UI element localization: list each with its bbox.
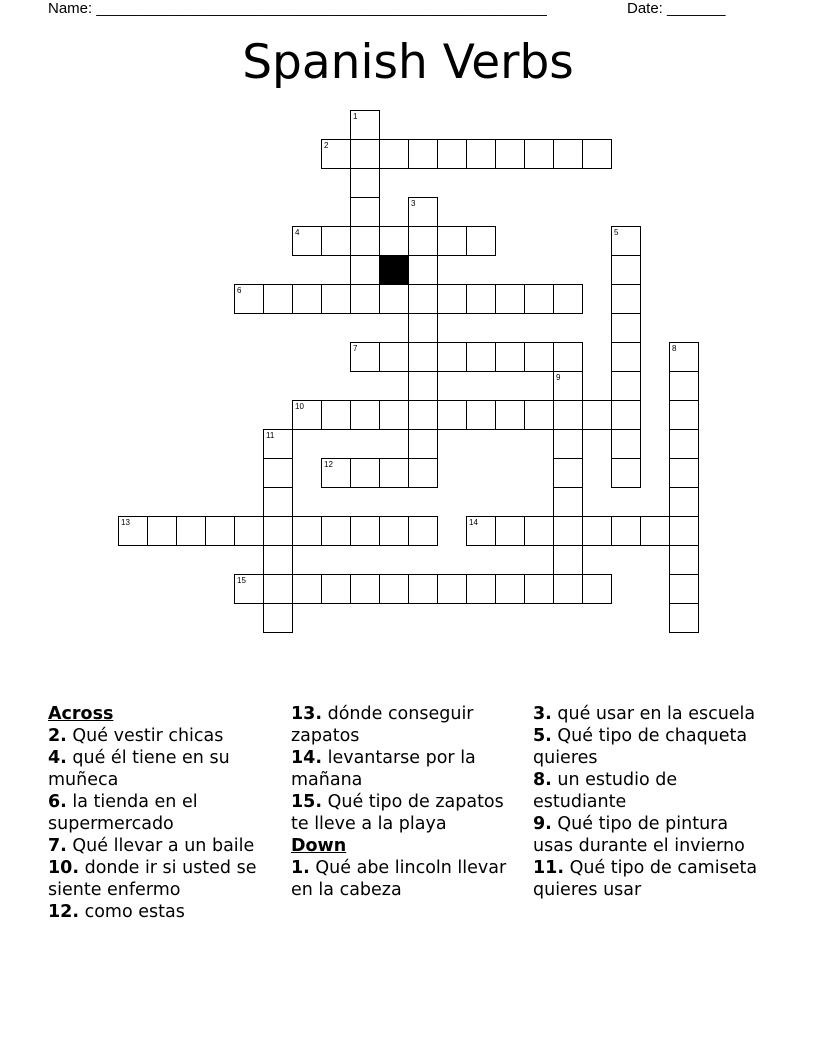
clue-number: 15. xyxy=(291,792,323,812)
answer-cell[interactable] xyxy=(524,516,554,546)
clue-text: Qué tipo de pintura usas durante el invierno xyxy=(533,814,745,856)
clues-column-1 xyxy=(48,703,283,923)
puzzle-title: Spanish Verbs xyxy=(242,35,574,90)
clue-text: un estudio de estudiante xyxy=(533,770,678,812)
clue-number: 6. xyxy=(48,792,67,812)
clue-number: 12. xyxy=(48,902,80,922)
clue-text: Qué abe lincoln llevar en la cabeza xyxy=(291,858,507,900)
answer-cell[interactable] xyxy=(495,400,525,430)
clue-down-11 xyxy=(533,857,773,901)
answer-cell[interactable] xyxy=(379,226,409,256)
answer-cell[interactable] xyxy=(408,284,438,314)
answer-cell[interactable] xyxy=(669,429,699,459)
answer-cell[interactable] xyxy=(466,226,496,256)
answer-cell[interactable] xyxy=(611,429,641,459)
answer-cell[interactable] xyxy=(321,400,351,430)
answer-cell[interactable] xyxy=(350,516,380,546)
answer-cell[interactable] xyxy=(553,342,583,372)
cell-number-5: 5 xyxy=(614,228,619,237)
answer-cell[interactable] xyxy=(611,516,641,546)
answer-cell[interactable] xyxy=(524,284,554,314)
answer-cell[interactable] xyxy=(350,226,380,256)
clue-text: Qué vestir chicas xyxy=(72,726,224,746)
name-field-label: Name: ______________________________________________________ xyxy=(48,0,547,17)
clue-across-4 xyxy=(48,747,283,791)
answer-cell[interactable] xyxy=(437,400,467,430)
clue-number: 11. xyxy=(533,858,565,878)
answer-cell[interactable] xyxy=(379,574,409,604)
cell-number-4: 4 xyxy=(295,228,300,237)
answer-cell[interactable] xyxy=(379,284,409,314)
clue-number: 2. xyxy=(48,726,67,746)
clue-text: Qué tipo de chaqueta quieres xyxy=(533,726,748,768)
clue-text: la tienda en el supermercado xyxy=(48,792,198,834)
answer-cell[interactable] xyxy=(495,342,525,372)
answer-cell[interactable] xyxy=(350,284,380,314)
answer-cell[interactable] xyxy=(524,342,554,372)
answer-cell[interactable] xyxy=(611,284,641,314)
answer-cell[interactable] xyxy=(263,284,293,314)
answer-cell[interactable] xyxy=(524,574,554,604)
clue-across-12 xyxy=(48,901,283,923)
cell-number-2: 2 xyxy=(324,141,329,150)
cell-number-9: 9 xyxy=(556,373,561,382)
across-heading: Across xyxy=(48,704,114,724)
answer-cell[interactable] xyxy=(553,284,583,314)
answer-cell[interactable] xyxy=(495,516,525,546)
answer-cell[interactable] xyxy=(466,284,496,314)
answer-cell[interactable] xyxy=(379,458,409,488)
answer-cell[interactable] xyxy=(611,400,641,430)
cell-number-8: 8 xyxy=(672,344,677,353)
answer-cell[interactable] xyxy=(437,342,467,372)
answer-cell[interactable] xyxy=(408,371,438,401)
clue-number: 8. xyxy=(533,770,552,790)
answer-cell[interactable] xyxy=(466,574,496,604)
answer-cell[interactable] xyxy=(321,226,351,256)
clue-number: 4. xyxy=(48,748,67,768)
answer-cell[interactable] xyxy=(408,313,438,343)
cell-number-1: 1 xyxy=(353,112,358,121)
clue-text: Qué tipo de zapatos te lleve a la playa xyxy=(291,792,504,834)
answer-cell[interactable] xyxy=(582,574,612,604)
answer-cell[interactable] xyxy=(611,313,641,343)
answer-cell[interactable] xyxy=(553,574,583,604)
answer-cell[interactable] xyxy=(350,197,380,227)
clue-text: donde ir si usted se siente enfermo xyxy=(48,858,257,900)
answer-cell[interactable] xyxy=(466,139,496,169)
clue-number: 1. xyxy=(291,858,310,878)
answer-cell[interactable] xyxy=(611,342,641,372)
clue-number: 13. xyxy=(291,704,323,724)
clue-down-9 xyxy=(533,813,773,857)
clue-text: dónde conseguir zapatos xyxy=(291,704,474,746)
cell-number-14: 14 xyxy=(469,518,478,527)
answer-cell[interactable] xyxy=(437,139,467,169)
black-square xyxy=(379,255,409,285)
answer-cell[interactable] xyxy=(437,226,467,256)
answer-cell[interactable] xyxy=(582,139,612,169)
cell-number-6: 6 xyxy=(237,286,242,295)
answer-cell[interactable] xyxy=(379,342,409,372)
clue-text: qué usar en la escuela xyxy=(557,704,756,724)
answer-cell[interactable] xyxy=(350,574,380,604)
answer-cell[interactable] xyxy=(321,284,351,314)
clue-text: Qué tipo de camiseta quieres usar xyxy=(533,858,758,900)
answer-cell[interactable] xyxy=(292,284,322,314)
answer-cell[interactable] xyxy=(408,255,438,285)
clue-number: 3. xyxy=(533,704,552,724)
clue-number: 10. xyxy=(48,858,80,878)
answer-cell[interactable] xyxy=(553,487,583,517)
clue-down-3 xyxy=(533,703,773,725)
answer-cell[interactable] xyxy=(582,400,612,430)
answer-cell[interactable] xyxy=(205,516,235,546)
answer-cell[interactable] xyxy=(437,284,467,314)
answer-cell[interactable] xyxy=(582,516,612,546)
down-heading: Down xyxy=(291,836,347,856)
clue-number: 5. xyxy=(533,726,552,746)
answer-cell[interactable] xyxy=(553,458,583,488)
answer-cell[interactable] xyxy=(350,168,380,198)
answer-cell[interactable] xyxy=(640,516,670,546)
answer-cell[interactable] xyxy=(350,400,380,430)
clue-across-13 xyxy=(291,703,526,747)
cell-number-11: 11 xyxy=(266,431,275,440)
answer-cell[interactable] xyxy=(611,371,641,401)
answer-cell[interactable] xyxy=(263,487,293,517)
answer-cell[interactable] xyxy=(176,516,206,546)
answer-cell[interactable] xyxy=(321,516,351,546)
answer-cell[interactable] xyxy=(669,516,699,546)
clue-across-15 xyxy=(291,791,526,835)
clue-down-1 xyxy=(291,857,526,901)
answer-cell[interactable] xyxy=(611,458,641,488)
cell-number-12: 12 xyxy=(324,460,333,469)
clue-text: levantarse por la mañana xyxy=(291,748,476,790)
answer-cell[interactable] xyxy=(669,545,699,575)
cell-number-15: 15 xyxy=(237,576,246,585)
clues-column-3 xyxy=(533,703,773,901)
cell-number-7: 7 xyxy=(353,344,358,353)
answer-cell[interactable] xyxy=(379,516,409,546)
clue-number: 7. xyxy=(48,836,67,856)
clue-across-2 xyxy=(48,725,283,747)
answer-cell[interactable] xyxy=(669,487,699,517)
answer-cell[interactable] xyxy=(495,284,525,314)
clue-across-7 xyxy=(48,835,283,857)
answer-cell[interactable] xyxy=(553,516,583,546)
answer-cell[interactable] xyxy=(669,574,699,604)
answer-cell[interactable] xyxy=(350,458,380,488)
answer-cell[interactable] xyxy=(553,429,583,459)
answer-cell[interactable] xyxy=(408,516,438,546)
answer-cell[interactable] xyxy=(321,574,351,604)
cell-number-13: 13 xyxy=(121,518,130,527)
answer-cell[interactable] xyxy=(408,342,438,372)
answer-cell[interactable] xyxy=(234,516,264,546)
answer-cell[interactable] xyxy=(611,255,641,285)
cell-number-3: 3 xyxy=(411,199,416,208)
answer-cell[interactable] xyxy=(408,226,438,256)
answer-cell[interactable] xyxy=(263,545,293,575)
answer-cell[interactable] xyxy=(263,603,293,633)
answer-cell[interactable] xyxy=(669,458,699,488)
answer-cell[interactable] xyxy=(263,458,293,488)
answer-cell[interactable] xyxy=(408,458,438,488)
answer-cell[interactable] xyxy=(437,574,467,604)
clue-across-10 xyxy=(48,857,283,901)
answer-cell[interactable] xyxy=(553,400,583,430)
answer-cell[interactable] xyxy=(350,139,380,169)
answer-cell[interactable] xyxy=(379,400,409,430)
clue-across-6 xyxy=(48,791,283,835)
clue-text: qué él tiene en su muñeca xyxy=(48,748,230,790)
clue-text: como estas xyxy=(84,902,185,922)
answer-cell[interactable] xyxy=(292,516,322,546)
clue-number: 14. xyxy=(291,748,323,768)
answer-cell[interactable] xyxy=(408,139,438,169)
answer-cell[interactable] xyxy=(263,516,293,546)
clue-number: 9. xyxy=(533,814,552,834)
answer-cell[interactable] xyxy=(408,400,438,430)
clue-across-14 xyxy=(291,747,526,791)
answer-cell[interactable] xyxy=(495,139,525,169)
clue-down-8 xyxy=(533,769,773,813)
answer-cell[interactable] xyxy=(553,139,583,169)
answer-cell[interactable] xyxy=(553,545,583,575)
clue-down-5 xyxy=(533,725,773,769)
answer-cell[interactable] xyxy=(408,574,438,604)
clues-column-2 xyxy=(291,703,526,901)
answer-cell[interactable] xyxy=(466,400,496,430)
answer-cell[interactable] xyxy=(379,139,409,169)
answer-cell[interactable] xyxy=(669,400,699,430)
answer-cell[interactable] xyxy=(466,342,496,372)
answer-cell[interactable] xyxy=(292,574,322,604)
answer-cell[interactable] xyxy=(495,574,525,604)
answer-cell[interactable] xyxy=(408,429,438,459)
answer-cell[interactable] xyxy=(524,400,554,430)
answer-cell[interactable] xyxy=(669,603,699,633)
answer-cell[interactable] xyxy=(524,139,554,169)
answer-cell[interactable] xyxy=(147,516,177,546)
clue-text: Qué llevar a un baile xyxy=(72,836,255,856)
answer-cell[interactable] xyxy=(350,255,380,285)
answer-cell[interactable] xyxy=(669,371,699,401)
cell-number-10: 10 xyxy=(295,402,304,411)
date-field-label: Date: _______ xyxy=(627,0,726,17)
answer-cell[interactable] xyxy=(263,574,293,604)
